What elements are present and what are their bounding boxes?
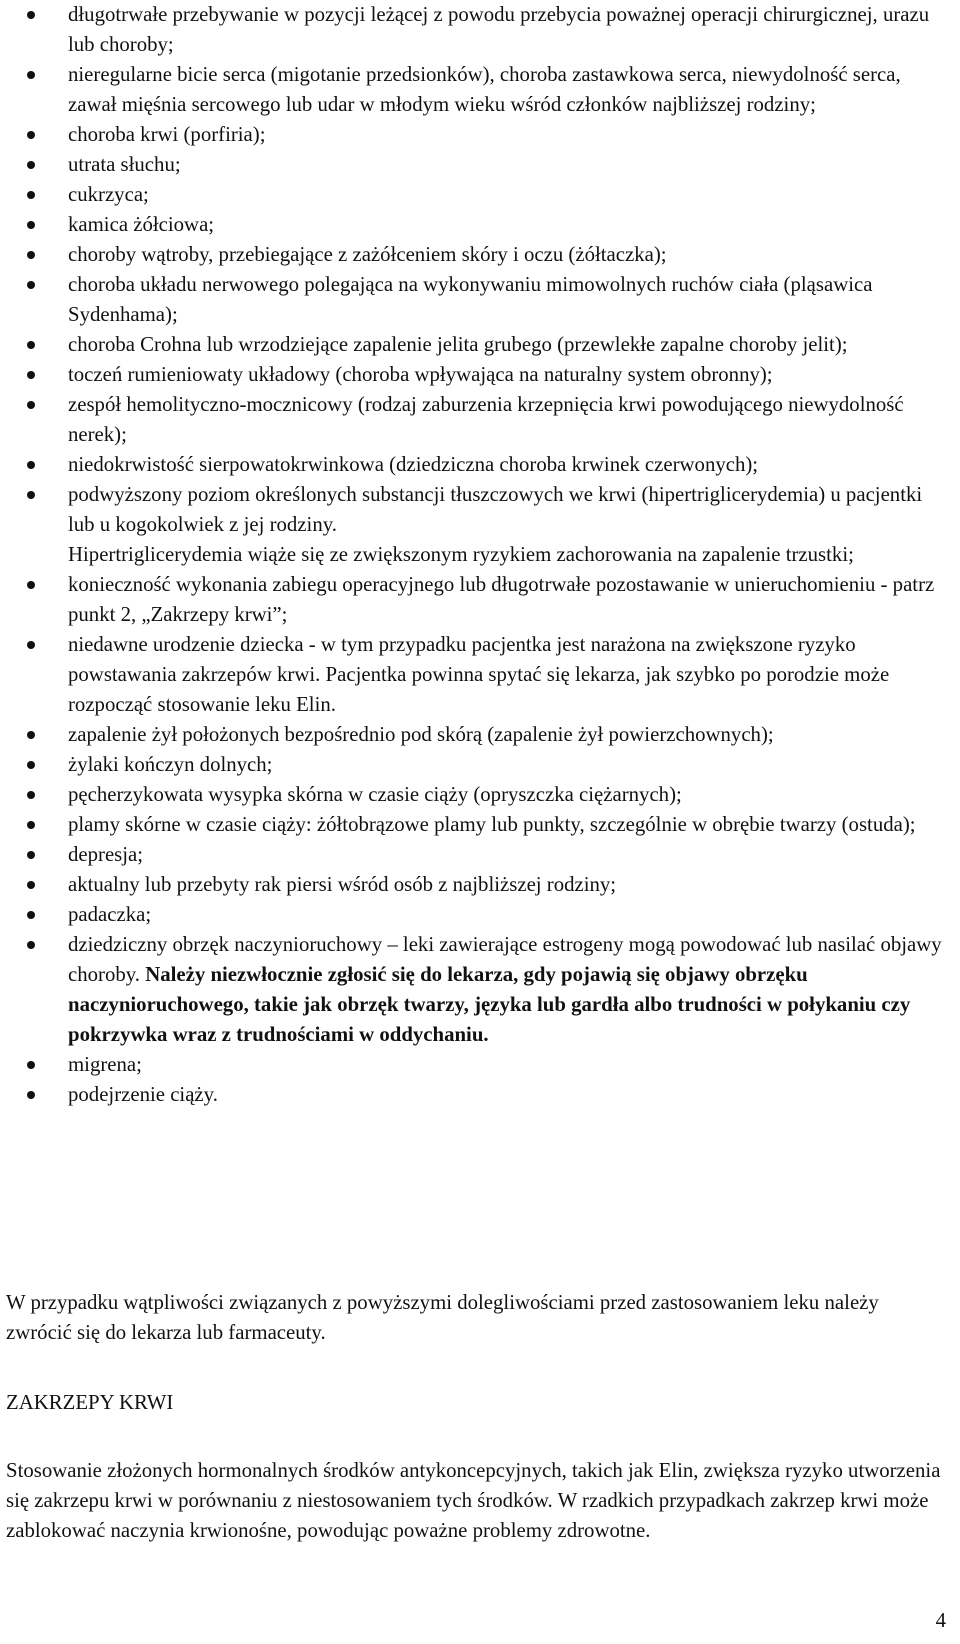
list-item: utrata słuchu; — [0, 150, 960, 180]
bullet-icon — [27, 191, 35, 199]
section-heading-blood-clots: ZAKRZEPY KRWI — [6, 1391, 174, 1414]
list-item: plamy skórne w czasie ciąży: żółtobrązowe plamy lub punkty, szczególnie w obrębie twarzy (ostuda); — [0, 810, 960, 840]
list-item: choroba układu nerwowego polegająca na wykonywaniu mimowolnych ruchów ciała (pląsawica Sydenhama); — [0, 270, 960, 330]
list-item: zapalenie żył położonych bezpośrednio pod skórą (zapalenie żył powierzchownych); — [0, 720, 960, 750]
bullet-icon — [27, 821, 35, 829]
list-item — [0, 930, 960, 1050]
blood-clots-paragraph: Stosowanie złożonych hormonalnych środków antykoncepcyjnych, takich jak Elin, zwiększa ryzyko utworzenia się zakrzepu krwi w porównaniu z niestosowaniem tych środków. W rzadkich przypadkach zakrzep krwi może zablokować naczynia krwionośne, powodując poważne problemy zdrowotne. — [6, 1459, 941, 1542]
list-item: choroba krwi (porfiria); — [0, 120, 960, 150]
list-item: aktualny lub przebyty rak piersi wśród osób z najbliższej rodziny; — [0, 870, 960, 900]
bullet-icon — [27, 1091, 35, 1099]
bullet-icon — [27, 731, 35, 739]
list-item: żylaki kończyn dolnych; — [0, 750, 960, 780]
list-item: niedawne urodzenie dziecka - w tym przypadku pacjentka jest narażona na zwiększone ryzyko powstawania zakrzepów krwi. Pacjentka powinna spytać się lekarza, jak szybko po porodzie może rozpocząć stosowanie leku Elin. — [0, 630, 960, 720]
page-number: 4 — [935, 1609, 946, 1632]
bullet-icon — [27, 161, 35, 169]
bullet-icon — [27, 341, 35, 349]
bullet-icon — [27, 1061, 35, 1069]
list-item-text: dziedziczny obrzęk naczynioruchowy – leki zawierające estrogeny mogą powodować lub nasilać objawy choroby. — [68, 933, 942, 986]
list-item: choroby wątroby, przebiegające z zażółceniem skóry i oczu (żółtaczka); — [0, 240, 960, 270]
list-item: pęcherzykowata wysypka skórna w czasie ciąży (opryszczka ciężarnych); — [0, 780, 960, 810]
bullet-icon — [27, 791, 35, 799]
bullet-icon — [27, 851, 35, 859]
bullet-icon — [27, 281, 35, 289]
list-item: choroba Crohna lub wrzodziejące zapalenie jelita grubego (przewlekłe zapalne choroby jelit); — [0, 330, 960, 360]
list-item: podwyższony poziom określonych substancji tłuszczowych we krwi (hipertriglicerydemia) u pacjentki lub u kogokolwiek z jej rodziny. — [0, 480, 960, 540]
bullet-icon — [27, 491, 35, 499]
list-item: podejrzenie ciąży. — [0, 1080, 960, 1110]
list-item: depresja; — [0, 840, 960, 870]
bullet-icon — [27, 941, 35, 949]
list-item-continuation: Hipertriglicerydemia wiąże się ze zwiększonym ryzykiem zachorowania na zapalenie trzustki; — [68, 543, 854, 566]
bullet-icon — [27, 11, 35, 19]
bullet-icon — [27, 221, 35, 229]
bullet-icon — [27, 911, 35, 919]
bullet-icon — [27, 461, 35, 469]
bullet-icon — [27, 401, 35, 409]
bullet-icon — [27, 251, 35, 259]
bullet-icon — [27, 641, 35, 649]
angioedema-warning: Należy niezwłocznie zgłosić się do lekarza, gdy pojawią się objawy obrzęku naczynioruchowego, takie jak obrzęk twarzy, języka lub gardła albo trudności w połykaniu czy pokrzywka wraz z trudnościami w oddychaniu. — [68, 963, 911, 1046]
list-item: nieregularne bicie serca (migotanie przedsionków), choroba zastawkowa serca, niewydolność serca, zawał mięśnia sercowego lub udar w młodym wieku wśród członków najbliższej rodziny; — [0, 60, 960, 120]
list-item: zespół hemolityczno-mocznicowy (rodzaj zaburzenia krzepnięcia krwi powodującego niewydolność nerek); — [0, 390, 960, 450]
bullet-icon — [27, 761, 35, 769]
list-item: cukrzyca; — [0, 180, 960, 210]
list-item: padaczka; — [0, 900, 960, 930]
list-item: konieczność wykonania zabiegu operacyjnego lub długotrwałe pozostawanie w unieruchomieniu - patrz punkt 2, „Zakrzepy krwi”; — [0, 570, 960, 630]
bullet-icon — [27, 131, 35, 139]
list-item: migrena; — [0, 1050, 960, 1080]
list-item: toczeń rumieniowaty układowy (choroba wpływająca na naturalny system obronny); — [0, 360, 960, 390]
bullet-icon — [27, 71, 35, 79]
list-item: długotrwałe przebywanie w pozycji leżącej z powodu przebycia poważnej operacji chirurgicznej, urazu lub choroby; — [0, 0, 960, 60]
list-item: kamica żółciowa; — [0, 210, 960, 240]
bullet-icon — [27, 371, 35, 379]
bullet-icon — [27, 881, 35, 889]
bullet-icon — [27, 581, 35, 589]
doubt-paragraph: W przypadku wątpliwości związanych z powyższymi dolegliwościami przed zastosowaniem leku należy zwrócić się do lekarza lub farmaceuty. — [6, 1291, 879, 1344]
list-item: niedokrwistość sierpowatokrwinkowa (dziedziczna choroba krwinek czerwonych); — [0, 450, 960, 480]
